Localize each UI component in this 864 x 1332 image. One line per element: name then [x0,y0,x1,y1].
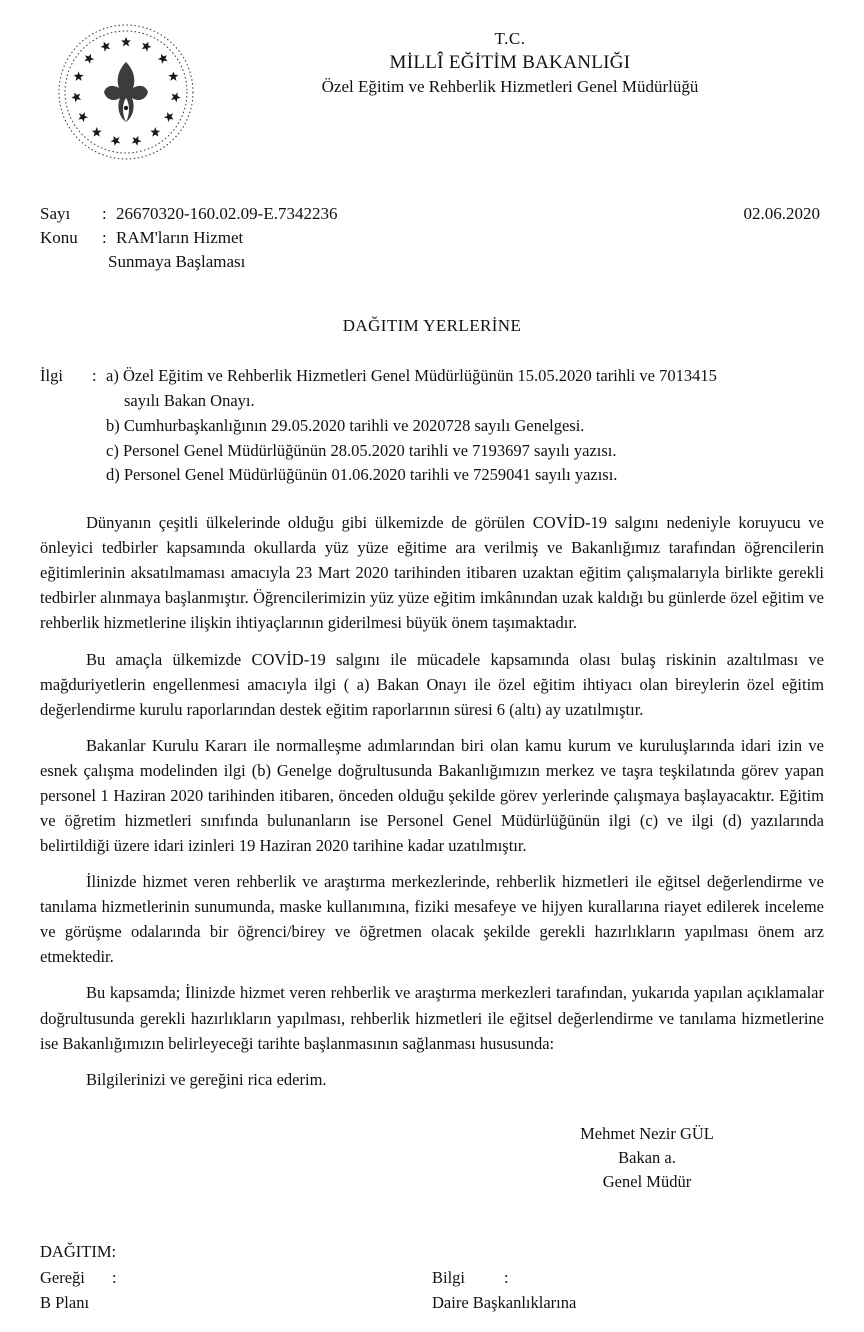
reference-d: d) Personel Genel Müdürlüğünün 01.06.2020 tarihli ve 7259041 sayılı yazısı. [106,465,618,485]
signer-on-behalf: Bakan a. [618,1147,676,1167]
meta-row-konu-cont [40,250,824,274]
sayi-value: 26670320-160.02.09-E.7342236 [116,204,338,223]
distribution-column-bilgi [432,1266,824,1316]
bilgi-label: Bilgi [432,1268,466,1288]
reference-b: b) Cumhurbaşkanlığının 29.05.2020 tarihli ve 2020728 sayılı Genelgesi. [106,415,585,435]
signer-name: Mehmet Nezir GÜL [580,1123,714,1143]
body-paragraph-5: Bu kapsamda; İlinizde hizmet veren rehberlik ve araştırma merkezleri tarafından, yukarıda yapılan açıklamalar doğrultusunda gerekli hazırlıkların yapılması, rehberlik hizmetleri ile eğitsel değerlendirme ve tanılama hizmetlerine ise Bakanlığımızın belirleyeceği tarihte başlanmasının sağlanması hususunda: [40,983,824,1053]
konu-label: Konu [40,228,78,248]
document-date: 02.06.2020 [743,204,820,223]
body-paragraph-1: Dünyanın çeşitli ülkelerinde olduğu gibi ülkemizde de görülen COVİD-19 salgını nedeniyle koruyucu ve önleyici tedbirler kapsamında okullarda yüz yüze eğitime ara verilmiş ve Bakanlığımız tarafından öğrencilerin eğitimlerinin aksatılmaması amacıyla 23 Mart 2020 tarihinden itibaren uzaktan eğitim çalışmalarıyla birlikte gerekli tedbirler alınmaya başlanmıştır. Öğrencilerimizin yüz yüze eğitim imkânından uzak kaldığı bu günlerde özel eğitim ve rehberlik hizmetlerine ilişkin ihtiyaçlarının giderilmesi büyük önem taşımaktadır. [40,513,824,633]
body-paragraph-6: Bilgilerinizi ve gereğini rica ederim. [86,1069,327,1089]
sayi-label: Sayı [40,204,71,223]
meta-row-konu [40,226,824,250]
ilgi-label: İlgi [40,366,63,386]
references-block [40,364,824,488]
reference-a-line1: a) Özel Eğitim ve Rehberlik Hizmetleri Genel Müdürlüğünün 15.05.2020 tarihli ve 7013415 [106,366,717,386]
meta-row-sayi [40,202,824,226]
reference-c: c) Personel Genel Müdürlüğünün 28.05.2020 tarihli ve 7193697 sayılı yazısı. [106,440,617,460]
body-paragraph-2: Bu amaçla ülkemizde COVİD-19 salgını ile mücadele kapsamında olası bulaş riskinin azaltılması ve mağduriyetlerin engellenmesi amacıyla ilgi ( a) Bakan Onayı ile özel eğitim ihtiyacı olan bireylerin özel eğitim değerlendirme kurulu raporlarından destek eğitim raporlarının süresi 6 (altı) ay uzatılmıştır. [40,649,824,719]
document-meta [40,202,824,274]
distribution-columns [40,1266,824,1316]
document-body [40,510,824,1092]
reference-a-line2: sayılı Bakan Onayı. [124,391,255,411]
body-paragraph-3: Bakanlar Kurulu Kararı ile normalleşme adımlarından biri olan kamu kurum ve kuruluşlarında idari izin ve esnek çalışma modelinden ilgi (b) Genelge doğrultusunda Bakanlığımızın merkez ve taşra teşkilatında görev yapan personel 1 Haziran 2020 tarihinden itibaren, önceden olduğu şekilde görev yerlerinde çalışmaya başlayacaktır. Eğitim ve öğretim hizmetleri sınıfında bulunanların ise Personel Genel Müdürlüğünün ilgi (c) ve ilgi (d) yazılarında belirtildiği üzere idari izinleri 19 Haziran 2020 tarihine kadar uzatılmıştır. [40,735,824,856]
signature-block [40,1122,824,1194]
header-line-tc: T.C. [494,29,526,48]
bilgi-colon: : [504,1268,509,1288]
signer-title: Genel Müdür [602,1171,692,1191]
header-line-directorate: Özel Eğitim ve Rehberlik Hizmetleri Genel Müdürlüğü [321,76,699,96]
konu-value-continued: Sunmaya Başlaması [108,252,246,272]
bilgi-value: Daire Başkanlıklarına [432,1293,577,1313]
sayi-colon: : [102,204,107,223]
distribution-title: DAĞITIM YERLERİNE [342,316,522,336]
header-title-block [210,28,810,98]
reference-row-a [40,364,824,389]
bilgi-row [432,1266,824,1291]
body-paragraph-4: İlinizde hizmet veren rehberlik ve araştırma merkezlerinde, rehberlik hizmetleri ile eğitsel değerlendirme ve tanılama hizmetlerinin sunumunda, maske kullanımına, fiziki mesafeye ve hijyen kurallarına riayet edilerek inceleme ve görüşme odalarında bir öğrenci/birey ve öğretmen olacak şekilde gerekli hazırlıkların yapılması önem arz etmektedir. [40,872,824,967]
geregi-value: B Planı [40,1293,90,1313]
geregi-row [40,1266,432,1291]
konu-value: RAM'ların Hizmet [116,228,244,248]
geregi-colon: : [112,1268,117,1288]
distribution-footer-title: DAĞITIM: [40,1241,117,1261]
geregi-label: Gereği [40,1268,85,1288]
turkish-national-emblem-icon [56,22,196,162]
header-line-ministry: MİLLÎ EĞİTİM BAKANLIĞI [389,52,631,74]
distribution-column-geregi [40,1266,432,1316]
document-header [40,0,824,170]
ilgi-colon: : [92,366,97,386]
distribution-footer [40,1240,824,1316]
konu-colon: : [102,228,107,248]
